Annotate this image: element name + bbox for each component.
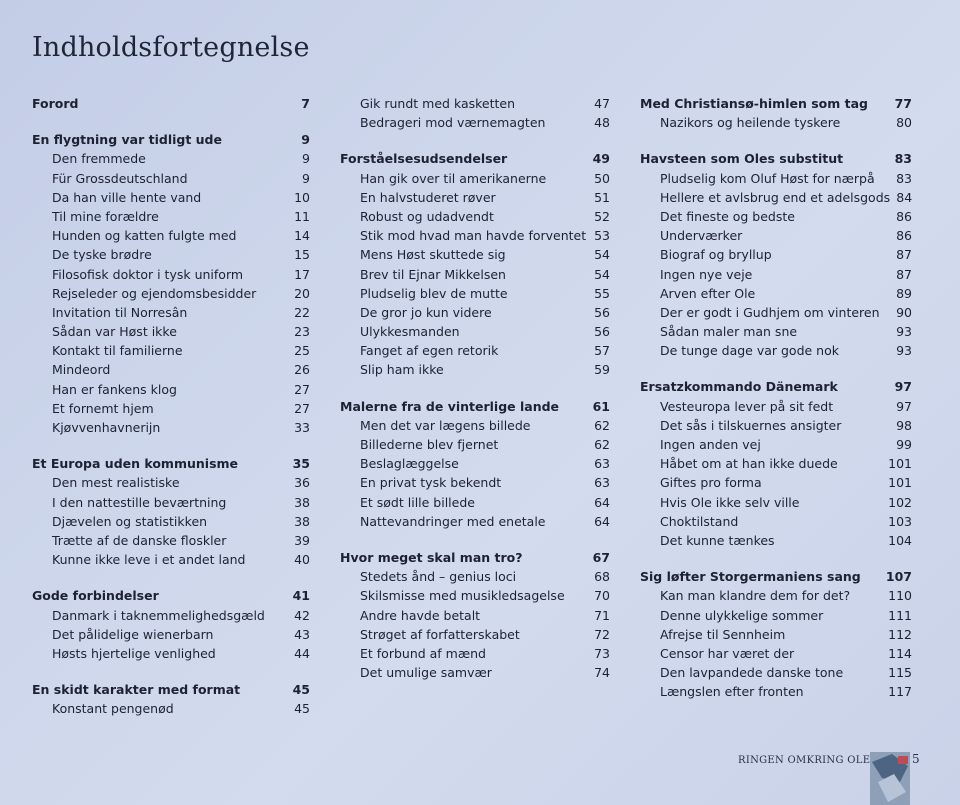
toc-entry-page: 62 (594, 417, 610, 433)
toc-entry (32, 514, 310, 533)
toc-entry-page: 9 (302, 170, 310, 186)
toc-entry-title: Et fornemt hjem (52, 400, 154, 416)
toc-entry (32, 228, 310, 247)
toc-section (32, 682, 310, 720)
toc-entry (32, 324, 310, 343)
toc-entry-page: 104 (888, 532, 912, 548)
toc-entry-page: 89 (896, 285, 912, 301)
section-heading-page: 77 (894, 96, 912, 111)
toc-entry-page: 52 (594, 208, 610, 224)
toc-entry-title: Choktilstand (660, 513, 739, 529)
toc-entry-title: Ulykkesmanden (360, 324, 460, 340)
toc-entry (640, 343, 912, 362)
toc-entry-title: Invitation til Norresân (52, 304, 188, 320)
section-heading-title: En flygtning var tidligt ude (32, 132, 222, 148)
toc-entry-page: 64 (594, 513, 610, 529)
toc-entry (340, 228, 610, 247)
toc-entry (640, 324, 912, 343)
toc-entry-title: Den mest realistiske (52, 475, 180, 491)
toc-entry-title: Biograf og bryllup (660, 247, 772, 263)
toc-entry-title: Skilsmisse med musikledsagelse (360, 588, 565, 604)
toc-entry (640, 646, 912, 665)
section-heading-page: 49 (592, 151, 610, 167)
toc-entry (340, 171, 610, 190)
section-heading-page: 97 (894, 379, 912, 395)
toc-entry-page: 93 (896, 343, 912, 359)
toc-entry-title: Håbet om at han ikke duede (660, 456, 838, 472)
toc-entry-page: 68 (594, 569, 610, 585)
toc-entry-page: 45 (294, 701, 310, 717)
toc-entry (340, 247, 610, 266)
toc-entry-title: Sådan maler man sne (660, 324, 798, 340)
toc-entry (340, 588, 610, 607)
section-heading-title: Med Christiansø-himlen som tag (640, 96, 868, 111)
toc-entry-page: 74 (594, 665, 610, 681)
toc-entry-title: Nattevandringer med enetale (360, 513, 546, 529)
toc-entry-title: Kan man klandre dem for det? (660, 588, 851, 604)
toc-entry-title: Beslaglæggelse (360, 456, 459, 472)
toc-entry (340, 96, 610, 115)
toc-entry-page: 93 (896, 324, 912, 340)
toc-entry-page: 114 (888, 645, 912, 661)
toc-entry (640, 608, 912, 627)
toc-entry-page: 73 (594, 645, 610, 661)
toc-entry (32, 151, 310, 170)
toc-entry (340, 456, 610, 475)
toc-entry (340, 495, 610, 514)
section-heading-page: 67 (592, 549, 610, 565)
toc-entry-page: 42 (294, 607, 310, 623)
toc-entry-title: Strøget af forfatterskabet (360, 626, 520, 642)
toc-entry-page: 115 (888, 665, 912, 681)
toc-entry-page: 14 (294, 228, 310, 244)
section-heading-title: Malerne fra de vinterlige lande (340, 398, 560, 414)
toc-entry-title: Det umulige samvær (360, 665, 492, 681)
toc-entry-title: Høsts hjertelige venlighed (52, 645, 216, 661)
section-heading (32, 682, 310, 701)
toc-entry (32, 190, 310, 209)
toc-entry-title: Afrejse til Sennheim (660, 626, 786, 642)
toc-entry-page: 50 (594, 170, 610, 186)
toc-entry-page: 57 (594, 343, 610, 359)
toc-entry (340, 343, 610, 362)
toc-entry-page: 53 (594, 228, 610, 244)
section-heading-page: 61 (592, 398, 610, 414)
toc-entry-title: De tyske brødre (52, 247, 152, 263)
toc-entry-title: Det fineste og bedste (660, 208, 795, 224)
toc-entry-page: 54 (594, 247, 610, 263)
toc-entry-title: Det sås i tilskuernes ansigter (660, 417, 842, 433)
toc-entry (640, 475, 912, 494)
toc-entry-title: Ingen anden vej (660, 437, 761, 452)
toc-entry-page: 20 (294, 285, 310, 301)
section-heading (640, 96, 912, 115)
toc-entry-title: Men det var lægens billede (360, 417, 531, 433)
toc-entry-title: Et sødt lille billede (360, 494, 475, 510)
toc-entry-title: Slip ham ikke (360, 362, 444, 378)
toc-entry (32, 247, 310, 266)
section-heading-title: En skidt karakter med format (32, 682, 241, 698)
toc-entry-page: 64 (594, 494, 610, 510)
toc-section (640, 569, 912, 703)
toc-entry-page: 110 (888, 588, 912, 604)
toc-entry-page: 72 (594, 626, 610, 642)
section-heading (32, 588, 310, 607)
toc-entry-title: Den lavpandede danske tone (660, 665, 844, 681)
toc-entry-title: Vesteuropa lever på sit fedt (660, 398, 834, 414)
toc-entry-page: 39 (294, 532, 310, 548)
toc-entry-page: 25 (294, 343, 310, 359)
toc-entry-page: 71 (594, 607, 610, 623)
toc-entry (32, 343, 310, 362)
section-heading-title: Ersatzkommando Dänemark (640, 379, 838, 395)
toc-entry (32, 305, 310, 324)
toc-entry-page: 101 (888, 456, 912, 472)
toc-entry-page: 98 (896, 417, 912, 433)
toc-entry-page: 103 (888, 513, 912, 529)
toc-entry (32, 608, 310, 627)
toc-column-2 (340, 96, 610, 701)
toc-entry (32, 171, 310, 190)
toc-entry (340, 608, 610, 627)
toc-entry (640, 115, 912, 134)
toc-entry (32, 646, 310, 665)
toc-entry-title: En privat tysk bekendt (360, 475, 502, 491)
toc-entry-page: 47 (594, 96, 610, 111)
toc-entry (640, 495, 912, 514)
toc-entry-title: Et forbund af mænd (360, 645, 486, 661)
toc-entry-title: En halvstuderet røver (360, 189, 496, 205)
toc-entry (640, 684, 912, 703)
toc-entry-page: 11 (294, 208, 310, 224)
toc-section (640, 151, 912, 362)
toc-entry-title: Pludselig blev de mutte (360, 285, 508, 301)
toc-entry-title: Kunne ikke leve i et andet land (52, 552, 246, 568)
toc-entry-page: 117 (888, 684, 912, 700)
toc-entry-page: 62 (594, 437, 610, 452)
section-heading-title: Gode forbindelser (32, 588, 159, 604)
toc-entry-page: 59 (594, 362, 610, 378)
toc-entry (340, 305, 610, 324)
toc-entry (640, 514, 912, 533)
toc-entry (340, 286, 610, 305)
toc-entry-page: 90 (896, 304, 912, 320)
toc-entry-page: 84 (896, 189, 913, 205)
toc-entry-page: 38 (294, 513, 310, 529)
toc-entry-page: 22 (294, 304, 310, 320)
toc-entry-page: 38 (294, 494, 310, 510)
toc-entry-page: 17 (294, 266, 310, 282)
toc-entry (640, 399, 912, 418)
toc-entry-page: 51 (594, 189, 610, 205)
toc-entry (340, 569, 610, 588)
toc-entry-page: 54 (594, 266, 610, 282)
toc-entry-title: Hunden og katten fulgte med (52, 228, 237, 244)
toc-entry (32, 552, 310, 571)
section-heading-title: Et Europa uden kommunisme (32, 456, 239, 472)
toc-entry (640, 418, 912, 437)
toc-entry (340, 190, 610, 209)
toc-entry-title: Denne ulykkelige sommer (660, 607, 824, 623)
toc-entry-page: 15 (294, 247, 310, 263)
toc-entry (340, 665, 610, 684)
toc-entry-page: 55 (594, 285, 610, 301)
toc-entry-page: 56 (594, 304, 610, 320)
toc-section (32, 456, 310, 571)
toc-entry-page: 9 (302, 151, 310, 167)
toc-entry-title: Trætte af de danske floskler (52, 532, 227, 548)
toc-entry (32, 286, 310, 305)
toc-entry (640, 190, 912, 209)
section-heading (32, 96, 310, 115)
toc-entry-page: 112 (888, 626, 912, 642)
toc-entry-title: Andre havde betalt (360, 607, 481, 623)
toc-section (640, 379, 912, 552)
toc-entry (640, 171, 912, 190)
section-heading-page: 41 (292, 588, 310, 604)
toc-entry (32, 267, 310, 286)
toc-entry (32, 209, 310, 228)
toc-entry (340, 362, 610, 381)
toc-entry-title: Han gik over til amerikanerne (360, 170, 547, 186)
toc-entry-page: 26 (294, 362, 310, 378)
running-footer: RINGEN OMKRING OLE (738, 755, 871, 766)
toc-entry (640, 228, 912, 247)
toc-entry (32, 701, 310, 720)
toc-entry-title: Han er fankens klog (52, 381, 177, 397)
toc-entry-page: 80 (896, 115, 912, 131)
toc-entry (32, 627, 310, 646)
toc-entry-title: Fanget af egen retorik (360, 343, 499, 359)
toc-entry-title: I den nattestille beværtning (52, 494, 227, 510)
toc-entry-title: Stedets ånd – genius loci (360, 569, 517, 585)
toc-entry-title: Brev til Ejnar Mikkelsen (360, 266, 506, 282)
toc-entry (340, 437, 610, 456)
toc-entry-page: 56 (594, 324, 610, 340)
toc-entry-title: Billederne blev fjernet (360, 437, 499, 452)
toc-entry (640, 267, 912, 286)
toc-entry-page: 63 (594, 475, 610, 491)
toc-entry (32, 382, 310, 401)
toc-entry (640, 209, 912, 228)
toc-entry-page: 44 (294, 645, 310, 661)
toc-entry-page: 27 (294, 381, 310, 397)
toc-entry-title: Pludselig kom Oluf Høst for nærpå (660, 170, 875, 186)
toc-entry-title: Giftes pro forma (660, 475, 762, 491)
toc-entry-title: Ingen nye veje (660, 266, 753, 282)
toc-entry-page: 99 (896, 437, 912, 452)
toc-entry-page: 40 (294, 552, 310, 568)
toc-entry (640, 305, 912, 324)
toc-entry-title: Konstant pengenød (52, 701, 174, 717)
toc-entry-page: 111 (888, 607, 912, 623)
section-heading (340, 399, 610, 418)
toc-entry (640, 627, 912, 646)
toc-entry (640, 588, 912, 607)
toc-entry (340, 514, 610, 533)
section-heading-page: 45 (292, 682, 310, 698)
toc-section (32, 588, 310, 665)
toc-entry (32, 475, 310, 494)
section-heading-page: 83 (894, 151, 912, 167)
section-heading-page: 9 (301, 132, 310, 148)
toc-entry-page: 23 (294, 324, 310, 340)
toc-entry-page: 70 (594, 588, 610, 604)
toc-entry-page: 101 (888, 475, 912, 491)
toc-column-3 (640, 96, 912, 720)
cover-thumbnail-image (870, 752, 910, 805)
section-heading-page: 107 (885, 569, 912, 585)
toc-entry-page: 87 (896, 266, 912, 282)
toc-entry-title: Rejseleder og ejendomsbesidder (52, 285, 257, 301)
section-heading (640, 151, 912, 170)
toc-entry-title: Længslen efter fronten (660, 684, 804, 700)
toc-entry-title: Danmark i taknemmelighedsgæld (52, 607, 265, 623)
page-title: Indholdsfortegnelse (32, 32, 310, 63)
section-heading-title: Hvor meget skal man tro? (340, 549, 523, 565)
toc-entry-page: 87 (896, 247, 912, 263)
toc-entry-page: 33 (294, 420, 310, 435)
section-heading (340, 550, 610, 569)
toc-entry-title: De gror jo kun videre (360, 304, 492, 320)
toc-entry (340, 209, 610, 228)
section-heading (340, 151, 610, 170)
section-heading (32, 456, 310, 475)
toc-entry-title: Hvis Ole ikke selv ville (660, 494, 800, 510)
toc-entry-title: Für Grossdeutschland (52, 170, 188, 186)
toc-section (340, 151, 610, 381)
section-heading-page: 7 (301, 96, 310, 111)
section-heading (32, 132, 310, 151)
section-heading (640, 569, 912, 588)
toc-entry-title: Stik mod hvad man havde forventet (360, 228, 587, 244)
toc-entry-title: Det pålidelige wienerbarn (52, 626, 214, 642)
toc-entry (32, 533, 310, 552)
toc-entry-title: Til mine forældre (52, 208, 159, 224)
toc-entry-title: De tunge dage var gode nok (660, 343, 839, 359)
toc-entry-page: 97 (896, 398, 912, 414)
toc-entry (32, 362, 310, 381)
toc-entry (340, 475, 610, 494)
page-number: 5 (912, 752, 920, 766)
toc-entry-page: 36 (294, 475, 310, 491)
toc-entry-page: 86 (896, 208, 912, 224)
toc-section (340, 550, 610, 684)
toc-entry-page: 63 (594, 456, 610, 472)
toc-entry-page: 83 (896, 170, 912, 186)
toc-entry (340, 646, 610, 665)
toc-entry (340, 418, 610, 437)
toc-entry-title: Filosofisk doktor i tysk uniform (52, 266, 244, 282)
section-heading-page: 35 (292, 456, 310, 472)
toc-entry-title: Censor har været der (660, 645, 795, 661)
toc-entry (32, 495, 310, 514)
toc-entry-title: Det kunne tænkes (660, 532, 775, 548)
toc-entry-title: Sådan var Høst ikke (52, 324, 177, 340)
toc-section (32, 96, 310, 115)
toc-entry-page: 86 (896, 228, 912, 244)
section-heading-title: Havsteen som Oles substitut (640, 151, 844, 167)
toc-entry-title: Gik rundt med kasketten (360, 96, 516, 111)
toc-entry (340, 627, 610, 646)
section-heading-title: Forståelsesudsendelser (340, 151, 508, 167)
toc-entry (640, 437, 912, 456)
toc-section (640, 96, 912, 134)
toc-entry-title: Den fremmede (52, 151, 146, 167)
toc-entry-title: Kontakt til familierne (52, 343, 183, 359)
toc-entry-title: Arven efter Ole (660, 285, 756, 301)
toc-entry (640, 456, 912, 475)
toc-section (32, 132, 310, 439)
toc-entry-title: Der er godt i Gudhjem om vinteren (660, 304, 880, 320)
toc-entry-page: 48 (594, 115, 610, 131)
section-heading-title: Forord (32, 96, 79, 111)
toc-entry-page: 10 (294, 189, 310, 205)
toc-section (340, 96, 610, 134)
toc-entry-title: Hellere et avlsbrug end et adelsgods (660, 189, 891, 205)
toc-entry-title: Da han ville hente vand (52, 189, 202, 205)
toc-entry (640, 665, 912, 684)
toc-entry-page: 102 (888, 494, 912, 510)
toc-entry-title: Mens Høst skuttede sig (360, 247, 506, 263)
toc-entry-page: 27 (294, 400, 310, 416)
toc-entry (640, 286, 912, 305)
toc-entry-title: Mindeord (52, 362, 111, 378)
section-heading (640, 379, 912, 398)
toc-entry (640, 247, 912, 266)
toc-entry-title: Kjøvvenhavnerijn (52, 420, 161, 435)
toc-entry (340, 267, 610, 286)
toc-entry (340, 115, 610, 134)
toc-entry-title: Nazikors og heilende tyskere (660, 115, 841, 131)
toc-entry (32, 420, 310, 439)
section-heading-title: Sig løfter Storgermaniens sang (640, 569, 861, 585)
toc-entry-title: Bedrageri mod værnemagten (360, 115, 546, 131)
toc-entry-page: 43 (294, 626, 310, 642)
toc-entry (340, 324, 610, 343)
toc-column-1 (32, 96, 310, 737)
toc-entry (32, 401, 310, 420)
toc-entry-title: Underværker (660, 228, 743, 244)
toc-entry-title: Robust og udadvendt (360, 208, 494, 224)
toc-entry (640, 533, 912, 552)
toc-section (340, 399, 610, 533)
toc-entry-title: Djævelen og statistikken (52, 513, 208, 529)
